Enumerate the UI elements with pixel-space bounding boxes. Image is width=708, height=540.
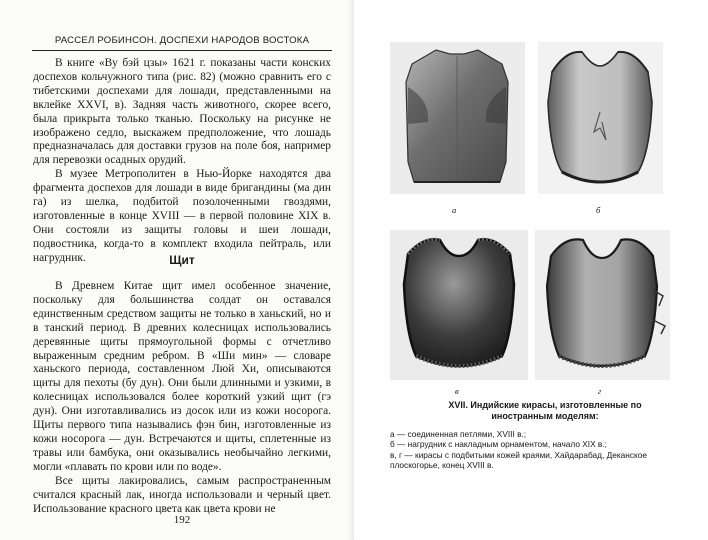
cuirass-photo-c: [390, 230, 528, 380]
paragraph: В музее Метрополитен в Нью-Йорке находятся два фрагмента доспехов для лошади в виде бригандины (ма дин га) из шелка, подбитой позолоченными гвоздями, изготовленные в конце XVIII — в первой половине XIX в. Они состояли из защиты головы и шеи лошади, подвостника, когда-то в комплект входила пейтраль, или нагрудник.: [33, 168, 331, 264]
section-heading-shield: Щит: [169, 253, 195, 267]
plate-caption-title: XVII. Индийские кирасы, изготовленные по иностранным моделям:: [448, 400, 642, 421]
cuirass-photo-a: [390, 42, 525, 194]
text-block-horse-armor: [33, 57, 331, 266]
photo-label-c: в: [455, 386, 459, 396]
page-number: 192: [173, 514, 191, 526]
paragraph: Все щиты лакировались, самым распространенным считался красный лак, иногда использовали и черный цвет. Использование красного цвета как цвета крови не: [33, 474, 331, 515]
paragraph: В книге «Ву бэй цзы» 1621 г. показаны части конских доспехов кольчужного типа (рис. 82) (можно сравнить его с тибетскими доспехами для лошади, представленными на вклейке XXVI, в). Задняя часть животного, скорее всего, была прикрыта только тканью. Поскольку на рисунке не изображено седло, выскажем предположение, что лошадь предназначалась для доставки грузов на поле боя, например для перевозки осадных орудий.: [33, 57, 331, 167]
caption-item: в, г — кирасы с подбитыми кожей краями, Хайдарабад, Деканское плоскогорье, конец XVIII в.: [390, 449, 647, 470]
caption-item: б — нагрудник с накладным орнаментом, начало XIX в.;: [390, 439, 607, 450]
photo-label-a: а: [452, 205, 457, 215]
plate-caption-list: [390, 429, 680, 470]
photo-label-d: г: [598, 386, 602, 396]
text-block-shield: [33, 280, 331, 516]
photo-label-b: б: [596, 205, 601, 215]
cuirass-photo-b: [538, 42, 663, 194]
running-head: РАССЕЛ РОБИНСОН. ДОСПЕХИ НАРОДОВ ВОСТОКА: [54, 35, 310, 46]
header-rule: [32, 50, 332, 51]
caption-item: а — соединенная петлями, XVIII в.;: [390, 429, 527, 439]
paragraph: В Древнем Китае щит имел особенное значение, поскольку для большинства солдат он оставался единственным средством защиты не только в ханьский, но и в танский период. В древних колесницах использовались деревянные щиты прямоугольной формы с отчетливо выраженным средним ребром. В «Ши мин» — словаре ханьского периода, составленном Люй Хи, описываются щиты для пехоты (бу дун). Они были длинными и узкими, в колесницах использовался более короткий узкий щит (гэ дун). Они изготавливались из досок или из кожи носорога. Щиты первого типа назывались фэн бин, изготовленные из кожи носорога — дун. Встречаются и щиты, сплетенные из травы или бамбука, они оказывались необычайно легкими, могли «плавать по крови или по воде».: [33, 280, 331, 473]
cuirass-photo-d: [535, 230, 670, 380]
